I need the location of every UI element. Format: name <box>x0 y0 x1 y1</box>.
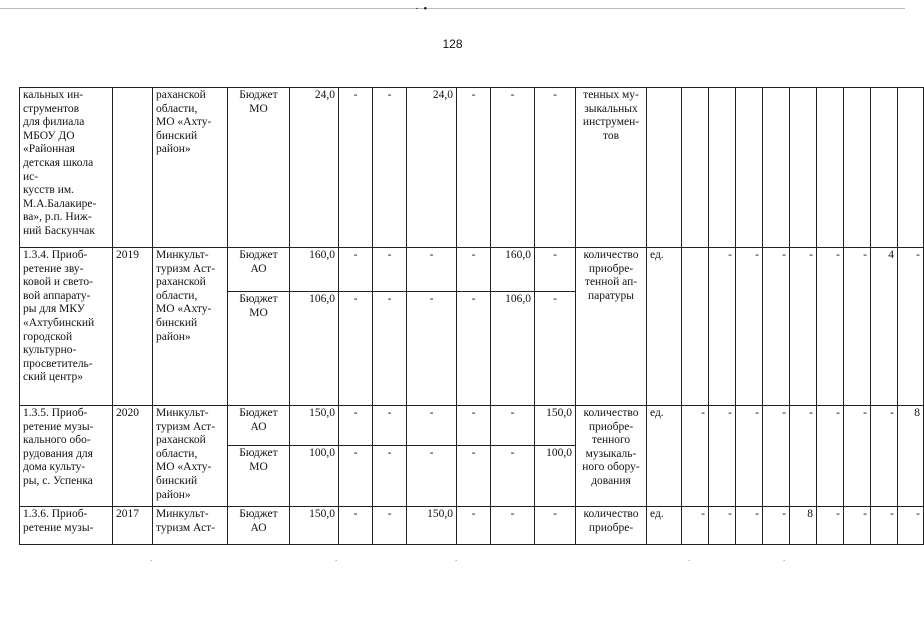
cell-text: приобре- <box>588 262 634 275</box>
funding-value-cell <box>373 292 407 406</box>
cell-text: - <box>728 407 732 419</box>
cell-text: просветитель- <box>23 357 93 370</box>
indicator-cell <box>576 406 647 507</box>
cell-text: - <box>387 293 392 305</box>
cell-text: 24,0 <box>432 89 453 101</box>
cell-text: - <box>387 508 392 520</box>
cell-text: - <box>471 293 476 305</box>
funding-value-cell <box>373 406 407 446</box>
activity-name-cell <box>20 406 113 507</box>
target-value-cell <box>871 88 898 248</box>
funding-value-cell <box>491 88 535 248</box>
cell-text: 106,0 <box>505 293 531 305</box>
cell-text: инструмен- <box>582 116 640 129</box>
target-value-cell <box>709 507 736 545</box>
target-value-cell <box>763 88 790 248</box>
cell-text: МО «Ахту- <box>156 303 212 316</box>
target-value-cell <box>844 507 871 545</box>
funding-value-cell <box>290 446 339 507</box>
cell-text: МО <box>249 460 268 473</box>
funding-source-cell <box>228 248 290 292</box>
cell-text: 4 <box>888 249 894 261</box>
cell-text: 160,0 <box>505 249 531 261</box>
cell-text: вой аппарату- <box>23 289 91 302</box>
cell-text: - <box>863 249 867 261</box>
cell-text: музыкаль- <box>585 447 637 460</box>
cell-text: раханской <box>156 276 206 289</box>
target-value-cell <box>871 507 898 545</box>
funding-value-cell <box>290 507 339 545</box>
cell-text: - <box>809 249 813 261</box>
cell-text: Бюджет <box>239 293 278 305</box>
indicator-cell <box>576 507 647 545</box>
cell-text: 150,0 <box>309 407 335 419</box>
executor-cell <box>153 248 228 406</box>
cell-text: дования <box>591 474 631 487</box>
cell-text: туризм Аст- <box>156 521 216 534</box>
cell-text: раханской <box>156 89 206 101</box>
cell-text: тов <box>602 129 620 142</box>
cell-text: раханской <box>156 434 206 447</box>
funding-source-cell <box>228 507 290 545</box>
cell-text: детская школа <box>23 156 94 169</box>
scan-dust: . <box>335 553 338 563</box>
cell-text: - <box>510 407 515 419</box>
cell-text: - <box>782 249 786 261</box>
funding-value-cell <box>535 406 576 446</box>
cell-text: бинский <box>156 474 198 487</box>
unit-cell <box>647 406 682 507</box>
target-value-cell <box>898 88 924 248</box>
target-value-cell <box>709 248 736 406</box>
cell-text: области, <box>156 102 198 115</box>
cell-text: бинский <box>156 316 198 329</box>
executor-cell <box>153 507 228 545</box>
funding-value-cell <box>491 248 535 292</box>
target-value-cell <box>817 88 844 248</box>
cell-text: ний Баскунчак <box>23 224 95 237</box>
activity-name-cell <box>20 88 113 248</box>
cell-text: М.А.Балакире- <box>23 197 97 210</box>
cell-text: городской <box>23 330 73 343</box>
activity-name-cell <box>20 507 113 545</box>
cell-text: - <box>429 407 434 419</box>
table-row <box>20 248 924 292</box>
cell-text: - <box>728 249 732 261</box>
cell-text: - <box>553 249 557 261</box>
cell-text: ед. <box>650 249 664 261</box>
funding-value-cell <box>339 406 373 446</box>
target-value-cell <box>817 248 844 406</box>
cell-text: 2020 <box>116 407 139 419</box>
cell-text: культурно- <box>23 344 77 357</box>
cell-text: - <box>387 249 392 261</box>
funding-value-cell <box>491 507 535 545</box>
funding-source-cell <box>228 446 290 507</box>
cell-text: кального обо- <box>23 434 91 447</box>
cell-text: 1.3.6. Приоб- <box>23 508 88 520</box>
funding-value-cell <box>373 248 407 292</box>
cell-text: 8 <box>914 407 920 419</box>
cell-text: - <box>701 508 705 520</box>
year-cell <box>113 507 153 545</box>
cell-text: - <box>429 293 434 305</box>
target-value-cell <box>898 406 924 507</box>
scan-mark: · • <box>415 3 429 15</box>
cell-text: для филиала <box>23 116 85 129</box>
scan-dust: . <box>783 553 786 563</box>
cell-text: паратуры <box>588 289 634 302</box>
target-value-cell <box>682 507 709 545</box>
target-value-cell <box>682 406 709 507</box>
unit-cell <box>647 88 682 248</box>
funding-value-cell <box>290 406 339 446</box>
cell-text: МО <box>249 306 268 319</box>
funding-value-cell <box>457 248 491 292</box>
cell-text: - <box>701 407 705 419</box>
funding-value-cell <box>373 446 407 507</box>
cell-text: ва», р.п. Ниж- <box>23 211 92 224</box>
cell-text: район» <box>156 143 191 156</box>
year-cell <box>113 88 153 248</box>
cell-text: - <box>755 508 759 520</box>
executor-cell <box>153 406 228 507</box>
year-cell <box>113 248 153 406</box>
cell-text: - <box>782 508 786 520</box>
cell-text: ед. <box>650 508 664 520</box>
cell-text: ский центр» <box>23 371 83 384</box>
cell-text: - <box>387 407 392 419</box>
cell-text: тенного <box>591 434 631 447</box>
page-number: 128 <box>442 37 463 51</box>
funding-source-cell <box>228 406 290 446</box>
cell-text: - <box>836 407 840 419</box>
cell-text: Бюджет <box>239 508 278 520</box>
cell-text: - <box>471 407 476 419</box>
cell-text: - <box>471 249 476 261</box>
cell-text: 100,0 <box>309 447 335 459</box>
cell-text: 1.3.5. Приоб- <box>23 407 88 419</box>
scan-dust: . <box>688 553 691 563</box>
cell-text: Бюджет <box>239 447 278 459</box>
scan-dust: . <box>150 553 153 563</box>
cell-text: 2019 <box>116 249 139 261</box>
cell-text: рудования для <box>23 447 93 460</box>
cell-text: приобре- <box>588 521 634 534</box>
funding-value-cell <box>407 248 457 292</box>
target-value-cell <box>790 406 817 507</box>
target-value-cell <box>736 406 763 507</box>
target-value-cell <box>736 88 763 248</box>
cell-text: туризм Аст- <box>156 420 216 433</box>
cell-text: - <box>553 293 557 305</box>
cell-text: ретение музы- <box>23 420 94 433</box>
cell-text: МО «Ахту- <box>156 116 212 129</box>
cell-text: - <box>387 89 392 101</box>
cell-text: Минкульт- <box>156 407 209 419</box>
cell-text: тенной ап- <box>584 276 638 289</box>
cell-text: - <box>429 249 434 261</box>
target-value-cell <box>790 507 817 545</box>
funding-value-cell <box>491 406 535 446</box>
cell-text: - <box>916 508 920 520</box>
target-value-cell <box>682 88 709 248</box>
funding-source-cell <box>228 88 290 248</box>
funding-value-cell <box>535 248 576 292</box>
target-value-cell <box>790 88 817 248</box>
cell-text: МО «Ахту- <box>156 461 212 474</box>
cell-text: ис- <box>23 170 39 183</box>
funding-value-cell <box>457 507 491 545</box>
funding-value-cell <box>290 292 339 406</box>
funding-value-cell <box>339 88 373 248</box>
funding-value-cell <box>535 507 576 545</box>
cell-text: ры для МКУ <box>23 303 85 316</box>
funding-value-cell <box>339 507 373 545</box>
cell-text: - <box>863 407 867 419</box>
table-row <box>20 88 924 248</box>
cell-text: - <box>510 447 515 459</box>
funding-value-cell <box>535 446 576 507</box>
cell-text: 150,0 <box>427 508 453 520</box>
cell-text: 106,0 <box>309 293 335 305</box>
target-value-cell <box>817 406 844 507</box>
target-value-cell <box>898 507 924 545</box>
cell-text: - <box>510 89 515 101</box>
cell-text: - <box>890 407 894 419</box>
target-value-cell <box>763 406 790 507</box>
cell-text: кальных ин- <box>23 89 84 101</box>
unit-cell <box>647 248 682 406</box>
cell-text: дома культу- <box>23 461 86 474</box>
funding-value-cell <box>407 88 457 248</box>
cell-text: области, <box>156 447 198 460</box>
funding-value-cell <box>407 507 457 545</box>
scan-dust: . <box>455 553 458 563</box>
cell-text: ретение музы- <box>23 521 94 534</box>
cell-text: - <box>890 508 894 520</box>
funding-value-cell <box>457 292 491 406</box>
funding-value-cell <box>457 406 491 446</box>
cell-text: - <box>353 447 358 459</box>
cell-text: количество <box>583 407 639 419</box>
cell-text: 160,0 <box>309 249 335 261</box>
target-value-cell <box>898 248 924 406</box>
funding-value-cell <box>339 292 373 406</box>
executor-cell <box>153 88 228 248</box>
funding-value-cell <box>407 446 457 507</box>
cell-text: - <box>553 89 557 101</box>
funding-value-cell <box>491 446 535 507</box>
indicator-cell <box>576 88 647 248</box>
program-activities-table <box>19 87 924 545</box>
cell-text: - <box>387 447 392 459</box>
cell-text: - <box>836 249 840 261</box>
cell-text: бинский <box>156 129 198 142</box>
target-value-cell <box>736 248 763 406</box>
cell-text: - <box>755 249 759 261</box>
funding-value-cell <box>290 88 339 248</box>
cell-text: 100,0 <box>546 447 572 459</box>
funding-value-cell <box>491 292 535 406</box>
cell-text: - <box>471 508 476 520</box>
cell-text: МО <box>249 102 268 115</box>
funding-value-cell <box>535 292 576 406</box>
cell-text: приобре- <box>588 420 634 433</box>
cell-text: - <box>471 447 476 459</box>
cell-text: - <box>353 508 358 520</box>
indicator-cell <box>576 248 647 406</box>
cell-text: 150,0 <box>546 407 572 419</box>
cell-text: Минкульт- <box>156 249 209 261</box>
funding-source-cell <box>228 292 290 406</box>
cell-text: области, <box>156 289 198 302</box>
target-value-cell <box>709 406 736 507</box>
funding-value-cell <box>457 88 491 248</box>
target-value-cell <box>871 406 898 507</box>
funding-value-cell <box>535 88 576 248</box>
cell-text: Бюджет <box>239 249 278 261</box>
cell-text: Бюджет <box>239 407 278 419</box>
cell-text: - <box>429 447 434 459</box>
funding-value-cell <box>407 406 457 446</box>
funding-value-cell <box>373 88 407 248</box>
target-value-cell <box>817 507 844 545</box>
target-value-cell <box>682 248 709 406</box>
cell-text: 2017 <box>116 508 139 520</box>
cell-text: - <box>809 407 813 419</box>
cell-text: ры, с. Успенка <box>23 474 93 487</box>
cell-text: - <box>863 508 867 520</box>
cell-text: количество <box>583 249 639 261</box>
cell-text: МБОУ ДО <box>23 129 75 142</box>
target-value-cell <box>844 248 871 406</box>
target-value-cell <box>763 507 790 545</box>
cell-text: - <box>755 407 759 419</box>
target-value-cell <box>736 507 763 545</box>
funding-value-cell <box>339 446 373 507</box>
cell-text: 1.3.4. Приоб- <box>23 249 88 261</box>
target-value-cell <box>871 248 898 406</box>
cell-text: количество <box>583 508 639 520</box>
cell-text: Бюджет <box>239 89 278 101</box>
funding-value-cell <box>407 292 457 406</box>
cell-text: - <box>553 508 557 520</box>
cell-text: ретение зву- <box>23 262 84 275</box>
cell-text: АО <box>250 262 267 275</box>
target-value-cell <box>709 88 736 248</box>
cell-text: - <box>510 508 515 520</box>
cell-text: - <box>471 89 476 101</box>
cell-text: 24,0 <box>314 89 335 101</box>
cell-text: кусств им. <box>23 184 75 197</box>
funding-value-cell <box>290 248 339 292</box>
cell-text: 8 <box>807 508 813 520</box>
cell-text: Минкульт- <box>156 508 209 520</box>
cell-text: АО <box>250 521 267 534</box>
target-value-cell <box>790 248 817 406</box>
table-row <box>20 406 924 446</box>
cell-text: АО <box>250 420 267 433</box>
cell-text: «Районная <box>23 143 75 156</box>
cell-text: струментов <box>23 102 80 115</box>
target-value-cell <box>844 88 871 248</box>
funding-value-cell <box>373 507 407 545</box>
cell-text: тенных му- <box>583 89 639 101</box>
funding-value-cell <box>339 248 373 292</box>
cell-text: ного обору- <box>582 461 640 474</box>
unit-cell <box>647 507 682 545</box>
funding-value-cell <box>457 446 491 507</box>
cell-text: район» <box>156 488 191 501</box>
cell-text: - <box>916 249 920 261</box>
table-row <box>20 507 924 545</box>
target-value-cell <box>763 248 790 406</box>
cell-text: - <box>353 407 358 419</box>
cell-text: - <box>836 508 840 520</box>
cell-text: - <box>728 508 732 520</box>
cell-text: ед. <box>650 407 664 419</box>
cell-text: - <box>353 249 358 261</box>
activity-name-cell <box>20 248 113 406</box>
cell-text: 150,0 <box>309 508 335 520</box>
cell-text: - <box>353 293 358 305</box>
year-cell <box>113 406 153 507</box>
cell-text: район» <box>156 330 191 343</box>
cell-text: ковой и свето- <box>23 276 93 289</box>
scan-top-edge <box>0 8 905 9</box>
target-value-cell <box>844 406 871 507</box>
cell-text: туризм Аст- <box>156 262 216 275</box>
cell-text: - <box>782 407 786 419</box>
cell-text: «Ахтубинский <box>23 316 95 329</box>
cell-text: - <box>353 89 358 101</box>
cell-text: зыкальных <box>584 102 638 115</box>
